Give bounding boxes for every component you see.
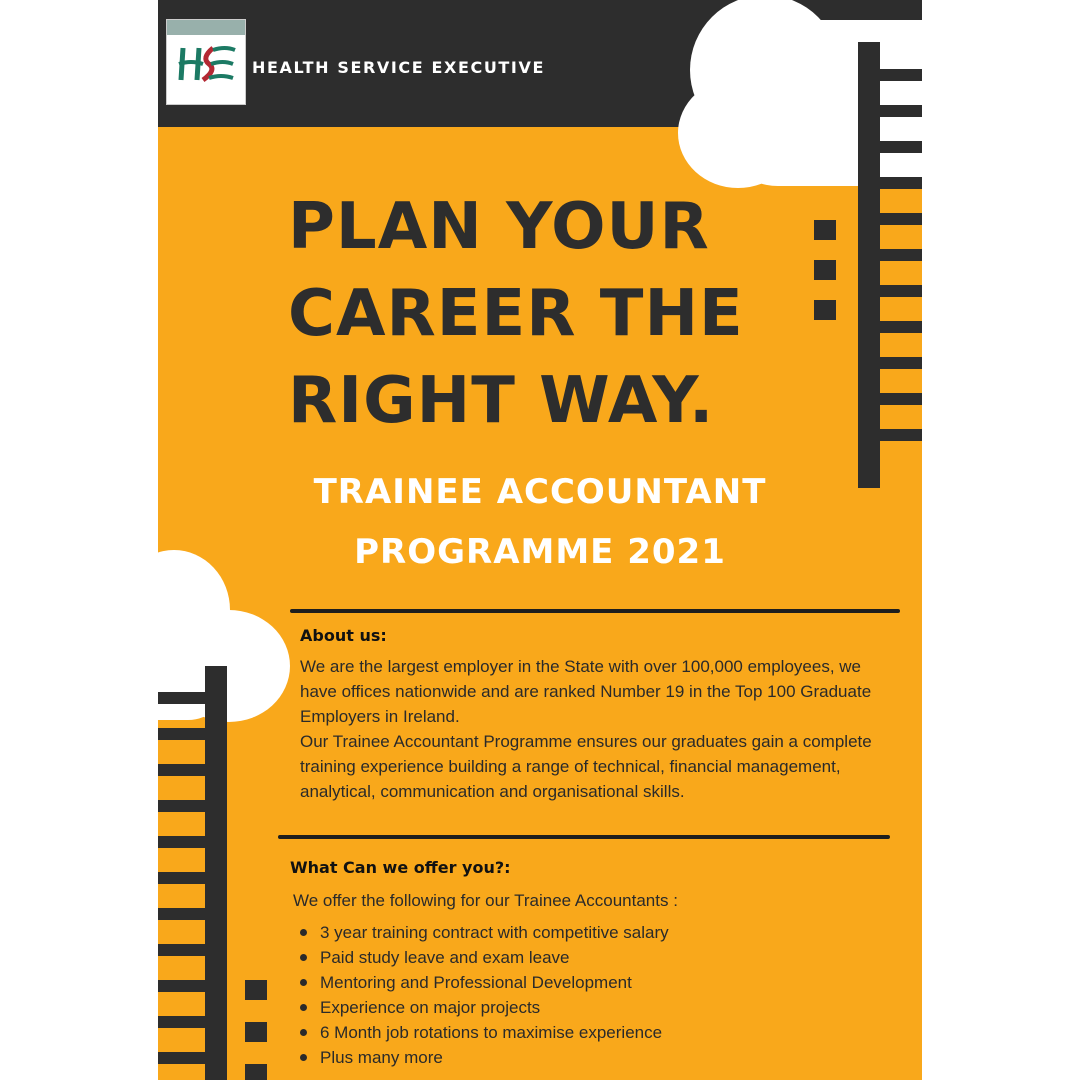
programme-title <box>158 462 922 582</box>
offer-title: What Can we offer you?: <box>290 858 511 877</box>
poster <box>158 0 922 1080</box>
programme-title-line: TRAINEE ACCOUNTANT <box>313 472 767 512</box>
logo-cap <box>167 20 245 35</box>
headline-line: PLAN YOUR <box>288 190 710 264</box>
list-item: Plus many more <box>300 1045 669 1070</box>
hse-logo-icon <box>173 42 239 86</box>
about-text <box>300 654 880 804</box>
divider <box>278 835 890 839</box>
hse-logo <box>166 19 246 105</box>
headline-line: RIGHT WAY. <box>288 364 715 438</box>
headline <box>288 184 848 445</box>
list-item: 6 Month job rotations to maximise experience <box>300 1020 669 1045</box>
about-paragraph: We are the largest employer in the State with over 100,000 employees, we have offices nationwide and are ranked Number 19 in the Top 100 Graduate Employers in Ireland. <box>300 657 872 726</box>
about-paragraph: Our Trainee Accountant Programme ensures our graduates gain a complete training experience building a range of technical, financial management, analytical, communication and organisational skills. <box>300 732 872 801</box>
headline-line: CAREER THE <box>288 277 744 351</box>
list-item: Experience on major projects <box>300 995 669 1020</box>
org-name: HEALTH SERVICE EXECUTIVE <box>252 58 545 77</box>
offer-list <box>300 920 669 1070</box>
divider <box>290 609 900 613</box>
ladder-shape-left <box>158 666 228 1080</box>
about-title: About us: <box>300 626 387 645</box>
list-item: 3 year training contract with competitive salary <box>300 920 669 945</box>
programme-title-line: PROGRAMME 2021 <box>354 532 726 572</box>
square-dots-bottom <box>245 980 269 1080</box>
offer-intro: We offer the following for our Trainee Accountants : <box>293 891 678 910</box>
list-item: Paid study leave and exam leave <box>300 945 669 970</box>
ladder-shape-right <box>858 42 922 488</box>
list-item: Mentoring and Professional Development <box>300 970 669 995</box>
